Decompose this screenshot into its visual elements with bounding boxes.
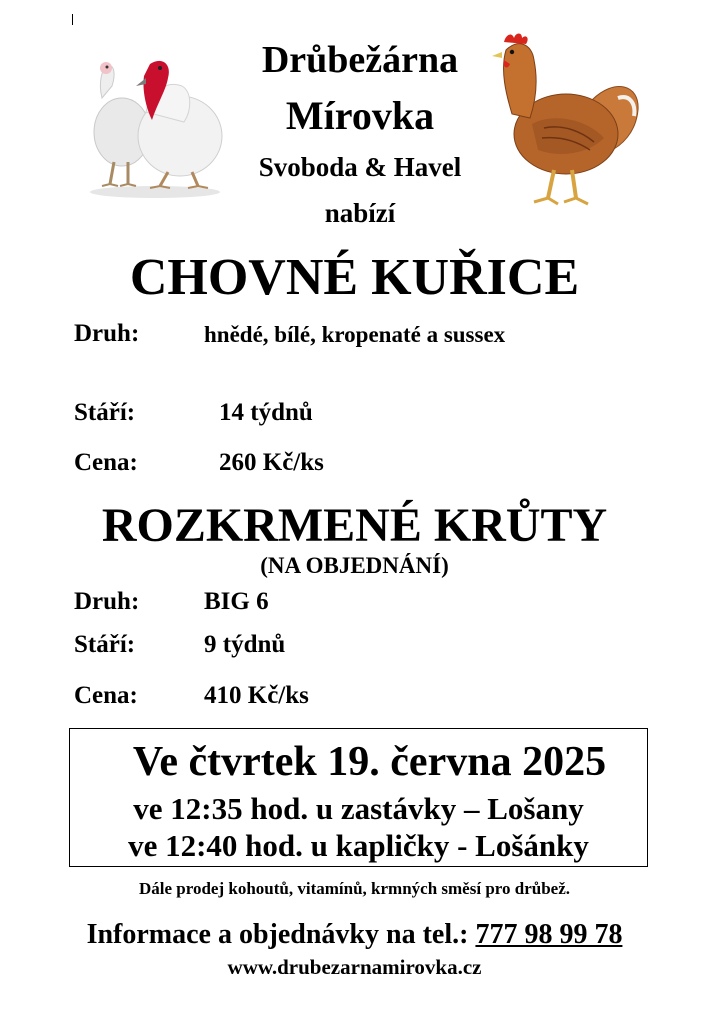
- schedule-box: [69, 728, 648, 867]
- additional-products: Dále prodej kohoutů, vitamínů, krmných směsí pro drůbež.: [138, 879, 571, 898]
- sale-date: Ve čtvrtek 19. června 2025: [132, 739, 607, 785]
- turkeys-heading: ROZKRMENÉ KRŮTY: [101, 499, 608, 552]
- phone-number[interactable]: 777 98 99 78: [475, 919, 623, 950]
- chicks-heading: CHOVNÉ KUŘICE: [129, 249, 580, 306]
- contact-prefix: Informace a objednávky na tel.:: [86, 919, 476, 950]
- margin-mark: [72, 14, 73, 25]
- turkeys-age-label: Stáří:: [74, 631, 136, 658]
- offer-label: nabízí: [324, 198, 396, 228]
- chicks-breed-label: Druh:: [74, 320, 140, 347]
- stop-losanky: ve 12:40 hod. u kapličky - Lošánky: [128, 828, 589, 863]
- turkeys-price-value: 410 Kč/ks: [204, 682, 309, 709]
- chicks-breed-value: hnědé, bílé, kropenaté a sussex: [204, 322, 506, 347]
- owners: Svoboda & Havel: [258, 152, 462, 182]
- turkeys-order-note: (NA OBJEDNÁNÍ): [260, 553, 449, 578]
- stop-losany: ve 12:35 hod. u zastávky – Lošany: [133, 791, 584, 826]
- farm-name-line2: Mírovka: [285, 93, 435, 138]
- turkeys-breed-label: Druh:: [74, 588, 140, 615]
- turkeys-age-value: 9 týdnů: [204, 631, 286, 658]
- website-link[interactable]: www.drubezarnamirovka.cz: [227, 955, 482, 979]
- chicks-age-label: Stáří:: [74, 399, 136, 426]
- chicks-price-value: 260 Kč/ks: [219, 449, 324, 476]
- chicks-price-label: Cena:: [74, 449, 138, 476]
- farm-name-line1: Drůbežárna: [261, 39, 459, 81]
- chicks-age-value: 14 týdnů: [219, 399, 313, 426]
- contact-info: [0, 918, 709, 952]
- turkeys-breed-value: BIG 6: [204, 588, 269, 615]
- turkeys-price-label: Cena:: [74, 682, 138, 709]
